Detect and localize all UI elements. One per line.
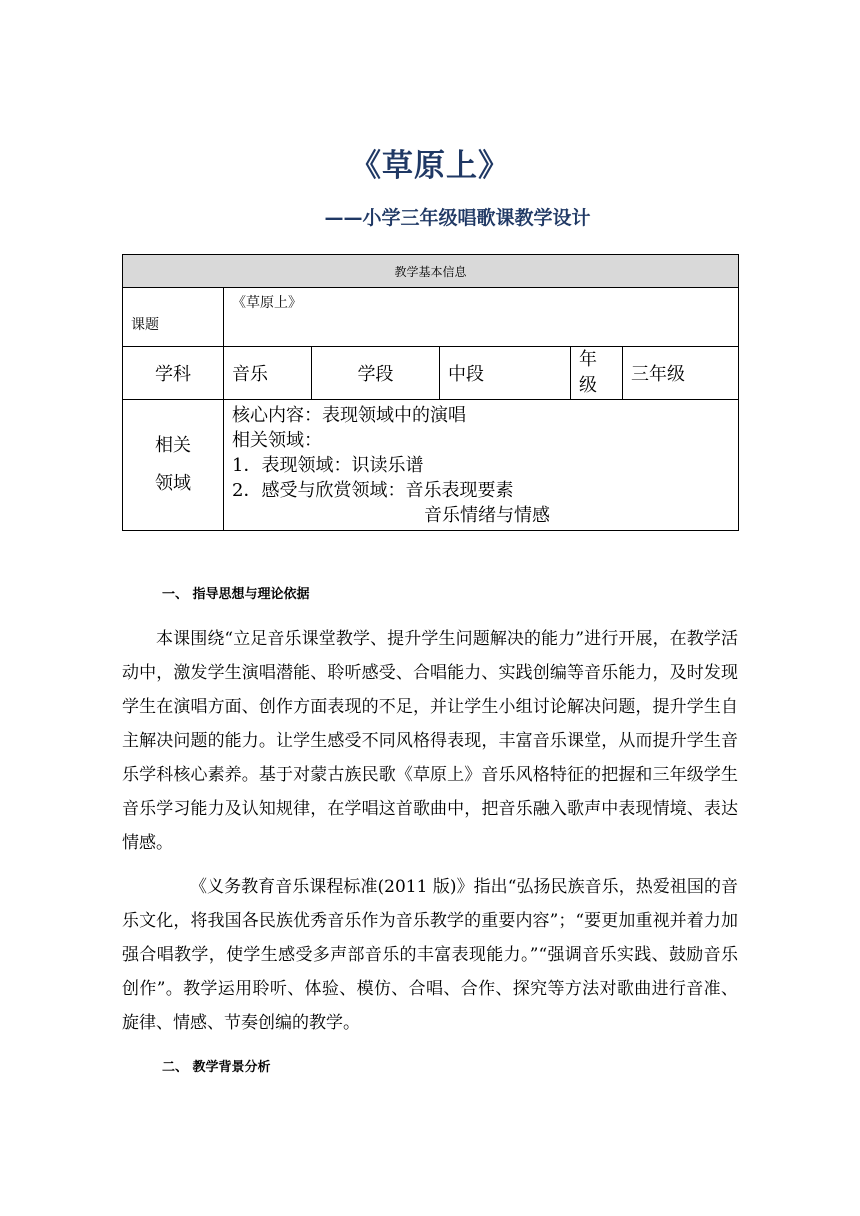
subject-value: 音乐	[224, 347, 312, 400]
related-line: 音乐情绪与情感	[424, 504, 550, 526]
section-1-paragraph-1	[122, 622, 738, 860]
grade-value: 三年级	[623, 347, 739, 400]
topic-value: 《草原上》	[224, 288, 739, 347]
paragraph-text: 《义务教育音乐课程标准(2011 版)》指出“弘扬民族音乐，热爱祖国的音乐文化，将我国各民族优秀音乐作为音乐教学的重要内容”；“要更加重视并着力加强合唱教学，使学生感受多声部音乐的丰富表现能力。”“强调音乐实践、鼓励音乐创作”。教学运用聆听、体验、模仿、合唱、合作、探究等方法对歌曲进行音准、旋律、情感、节奏创编的教学。	[122, 877, 738, 1033]
stage-label: 学段	[312, 347, 440, 400]
related-content	[224, 400, 739, 531]
paragraph-text: 本课围绕“立足音乐课堂教学、提升学生问题解决的能力”进行开展，在教学活动中，激发学生演唱潜能、聆听感受、合唱能力、实践创编等音乐能力，及时发现学生在演唱方面、创作方面表现的不足，并让学生小组讨论解决问题，提升学生自主解决问题的能力。让学生感受不同风格得表现，丰富音乐课堂，从而提升学生音乐学科核心素养。基于对蒙古族民歌《草原上》音乐风格特征的把握和三年级学生音乐学习能力及认知规律，在学唱这首歌曲中，把音乐融入歌声中表现情境、表达情感。	[122, 629, 738, 853]
stage-value: 中段	[440, 347, 571, 400]
related-line: 相关领域：	[232, 429, 322, 451]
related-label-line-2: 领域	[155, 473, 191, 494]
table-header: 教学基本信息	[123, 255, 739, 288]
related-label-line-1: 相关	[155, 435, 191, 456]
related-line: 2．感受与欣赏领域：音乐表现要素	[232, 479, 514, 501]
related-line: 核心内容：表现领域中的演唱	[232, 404, 466, 426]
related-label	[123, 400, 224, 531]
grade-label-line-1: 年	[579, 349, 597, 370]
section-1-paragraph-2	[122, 870, 738, 1040]
grade-label-line-2: 级	[579, 375, 597, 396]
topic-label: 课题	[123, 288, 224, 347]
document-title: 《草原上》	[350, 148, 510, 184]
document-subtitle: ——小学三年级唱歌课教学设计	[324, 207, 591, 229]
basic-info-table	[122, 254, 739, 531]
subject-label: 学科	[123, 347, 224, 400]
related-line: 1．表现领域：识读乐谱	[232, 454, 424, 476]
section-1-heading: 一、 指导思想与理论依据	[162, 587, 310, 602]
section-2-heading: 二、 教学背景分析	[162, 1060, 271, 1075]
grade-label	[571, 347, 623, 400]
